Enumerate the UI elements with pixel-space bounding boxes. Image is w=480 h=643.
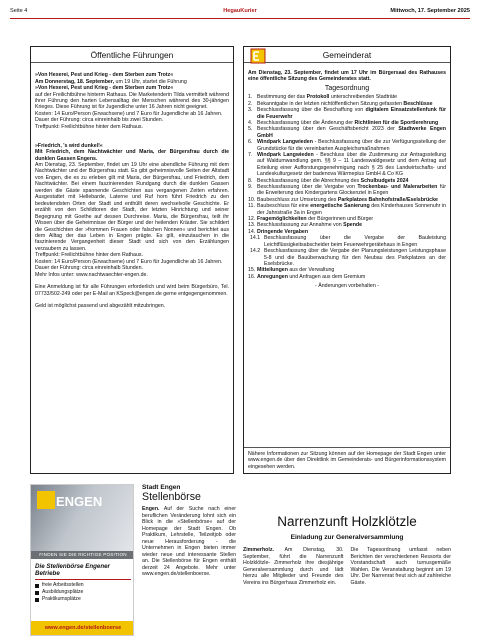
ad-list-item: [35, 589, 131, 596]
ad-logo-text: ENGEN: [56, 494, 103, 509]
article-kicker: Stadt Engen: [142, 484, 181, 491]
agenda-item-number: 8.: [248, 177, 253, 184]
narrenzunft-col2: Die Tagesordnung umfasst neben Berichten der verschiedenen Ressorts der Vorstandschaft auch turnusgemäße Wahlen. Die Veranstaltung beginnt um 19 Uhr. Der Narrenrat freut sich auf zahlreiche Gäste.: [350, 547, 451, 586]
agenda-item: [248, 107, 446, 120]
tour2-meeting: Treffpunkt: Freilichtbühne hinter dem Rathaus.: [35, 252, 143, 259]
tour2-cost: Kosten: 14 Euro/Person (Erwachsene) und 7 Euro für Jugendliche ab 16 Jahren.: [35, 258, 223, 265]
tour1-cost: Kosten: 14 Euro/Person (Erwachsene) und 7 Euro für Jugendliche ab 16 Jahren.: [35, 110, 223, 117]
ad-slogan: FINDEN SIE DIE RICHTIGE POSITION: [31, 551, 134, 559]
tour1-intro: Am Donnerstag, 18. September, um 19 Uhr, startet die Führung: [35, 78, 187, 85]
agenda-item-number: 9.: [248, 184, 253, 191]
money-note: Geld ist möglichst passend und abgezählt mitzubringen.: [35, 303, 166, 310]
ad-heading: Die Stellenbörse Engener Betriebe: [35, 563, 110, 578]
agenda-item-number: 12.: [248, 216, 256, 223]
agenda-item-text: Bestimmung der das Protokoll unterschreibenden Stadträte: [257, 94, 398, 101]
ad-url-link[interactable]: www.engen.de/stellenboerse: [31, 621, 134, 635]
page-header: [10, 4, 470, 18]
agenda-item-number: 10.: [248, 196, 256, 203]
engen-coat-of-arms-icon: [250, 48, 266, 64]
council-footer-box: [244, 447, 450, 473]
article-title: Stellenbörse: [142, 491, 201, 503]
tour1-text: auf der Freilichtbühne hinterm Rathaus. Die Marketenderin Tilda vermittelt während ihrer Führung den harten Lebensalltag der Menschen während des 30-jährigen Krieges. Diese Führung ist für Jugendliche unter 16 Jahren nicht geeignet.: [35, 91, 229, 111]
registration-text: Eine Anmeldung ist für alle Führungen erforderlich und wird beim Bürgerbüro, Tel. 07733/502-249 oder per E-Mail an KSpeck@engen.de gerne entgegengenommen.: [35, 284, 229, 297]
council-intro: Am Dienstag, 23. September, findet um 17 Uhr im Bürgersaal des Rathauses eine öffentliche Sitzung des Gemeinderates statt.: [248, 70, 446, 83]
box-title: Gemeinderat: [244, 47, 450, 63]
bullet-icon: [35, 598, 39, 602]
agenda-item-number: 16.: [248, 273, 256, 280]
agenda-item-text: Baubeschluss zur Umsetzung des Parkplatzes Bahnhofstraße/Eselsbrücke: [257, 196, 438, 203]
agenda-item: [248, 203, 446, 216]
tour2-duration: Dauer der Führung: circa einreinhalb Stunden.: [35, 265, 143, 272]
ad-list-label: freie Arbeitsstellen: [42, 582, 84, 588]
ad-list-item: [35, 596, 131, 603]
council-footer: Nähere Informationen zur Sitzung können auf der Homepage der Stadt Engen unter www.engen.de über den Direktlink im Gemeinderats- und Bürgerinformationssystem eingesehen werden.: [248, 450, 446, 470]
narrenzunft-subtitle: Einladung zur Generalversammlung: [290, 534, 404, 541]
agenda-item-number: 3.: [248, 107, 253, 114]
agenda-item-text: Dringende Vergaben: [257, 228, 309, 235]
agenda-item-number: 14.1: [250, 235, 261, 242]
agenda-item: [248, 235, 446, 248]
agenda-item-number: 2.: [248, 100, 253, 107]
agenda-list: [248, 94, 446, 280]
paper-name: HegauKurier: [223, 8, 257, 14]
job-board-ad[interactable]: [30, 484, 134, 636]
narrenzunft-col1: Zimmerholz. Am Dienstag, 30. September, führt die Narrenzunft Holzklötzle- Zimmerholz ihre diesjährige Generalversammlung durch und lädt hierzu alle Mitglieder und Freunde des Vereins ins Bürgerhaus Zimmerholz ein.: [243, 547, 344, 586]
agenda-item-text: Beschlussfassung über die Beschaffung von digitalem Einsatzstellenfunk für die Feuerwehr: [257, 107, 446, 120]
agenda-item-number: 7.: [248, 152, 253, 159]
agenda-item: [248, 184, 446, 197]
agenda-item-text: Mitteilungen aus der Verwaltung: [257, 267, 335, 274]
narrenzunft-article: [243, 514, 451, 586]
agenda-item: [248, 152, 446, 178]
agenda-item-number: 4.: [248, 119, 253, 126]
agenda-item: [248, 139, 446, 152]
agenda-item-number: 1.: [248, 94, 253, 101]
agenda-item-number: 15.: [248, 267, 256, 274]
council-box: [243, 46, 451, 474]
bullet-icon: [35, 591, 39, 595]
tour1-meeting: Treffpunkt: Freilichtbühne hinter dem Rathaus.: [35, 123, 143, 130]
agenda-item-text: Beschlussfassung zur Annahme von Spende: [257, 222, 363, 229]
agenda-item-text: Bekanntgabe in der letzten nichtöffentlichen Sitzung gefassten Beschlüsse: [257, 100, 433, 107]
agenda-item: [248, 248, 446, 267]
tour1-title-repeat: »Von Hexerei, Pest und Krieg - dem Sterben zum Trotz«: [35, 85, 174, 92]
guided-tours-box: [30, 46, 234, 474]
agenda-item-text: Beschlussfassung über den Geschäftsbericht 2023 der Stadtwerke Engen GmbH: [257, 126, 447, 139]
agenda-item-text: Beschlussfassung über die Vergabe der Bauleistung Leichtflüssigkeitsabscheider beim Feuerwehrgerätehaus in Engen: [264, 235, 446, 248]
tour2-more: Mehr Infos unter: www.nachtwaechter-engen.de.: [35, 271, 148, 278]
tour2-subtitle: Mit Friedrich, dem Nachtwächter und Maria, der Bürgersfrau durch die dunklen Gassen Engens.: [35, 149, 229, 162]
bullet-icon: [35, 584, 39, 588]
agenda-item-number: 6.: [248, 139, 253, 146]
agenda-item-text: Beschlussfassung über die Vergabe von Trockenbau- und Malerarbeiten für die Erweiterung des Kindergartens Glockenziel in Engen: [257, 184, 446, 197]
agenda-item: [248, 126, 446, 139]
box-body: [31, 63, 233, 310]
tour2-text: Am Dienstag, 23. September, findet um 19 Uhr eine abendliche Führung mit dem Nachtwächter und der Bürgersfrau statt. Es gibt geheimnisvolle Seiten der Altstadt von Engen, die es zu erleben gilt mit Maria, der Bürgersfrau, und Friedrich, dem Nachtwächter. Bei einem faszinierenden Rundgang durch die dunklen Gassen werden die Gäste spannende Geschichten aus vergangenen Zeiten erfahren. Ausgestattet mit Hellebarde, Laterne und Ruf horn führt Friedrich zu den bedeutendsten Orten der Stadt und enthüllt deren wechselvolle Geschichte. Er erzählt von den Schildtoren der Stadt, der letzten Hinrichtung und seiner Begegnung mit Goethe auf dessen Durchreise. Maria, die Bürgersfrau, teilt ihr Wissen über die Geheimnisse der Bürger und der heilenden Kräuter. Sie schildert die Geschichten der »frommen Frauen oder falschen Nonnen« und berichtet aus dem Alltag der das Leben in Engen prägte. Es gilt, einzutauchen in die faszinierende Vergangenheit dieser Stadt und sich von den Erzählungen verzaubern zu lassen.: [35, 162, 229, 252]
tour1-duration: Dauer der Führung: circa einreinhalb bis zwei Stunden.: [35, 117, 164, 124]
agenda-item-number: 5.: [248, 126, 253, 133]
ad-list-item: [35, 582, 131, 589]
ad-list: [35, 582, 131, 603]
agenda-item-text: Windpark Langwieden - Beschlussfassung über die zur Verfügungsstellung der Grundstücke für die vereinbarten Ausgleichsmaßnahmen: [257, 139, 446, 152]
ad-list-label: Ausbildungsplätze: [42, 589, 84, 595]
agenda-item-text: Baubeschluss für eine energetische Sanierung des Kinderhauses Sonnenuhr in der Jahnstraße 3a in Engen: [257, 203, 446, 216]
agenda-item-text: Beschlussfassung über die Abrechnung des Schulbudgets 2024: [257, 177, 409, 184]
tour1-title: »Von Hexerei, Pest und Krieg - dem Sterben zum Trotz«: [35, 72, 174, 79]
narrenzunft-columns: [243, 547, 451, 586]
article-text: Engen. Auf der Suche nach einer beruflichen Veränderung lohnt sich ein Blick in die »Stellenbörse« auf der Homepage der Stadt Engen. Ob Praktikum, Lehrstelle, Teilzeitjob oder neue Herausforderung - die Unternehmen in Engen bieten immer wieder neue und interessante Stellen an. Die Stellenbörse für Engen enthält derzeit 24 Angebote. Mehr unter www.engen.de/stellenboerse.: [142, 506, 237, 577]
agenda-title: Tagesordnung: [324, 84, 370, 92]
ad-list-label: Praktikumsplätze: [42, 596, 81, 602]
changes-reserved: - Änderungen vorbehalten -: [315, 283, 379, 290]
engen-logo-icon: [35, 489, 105, 513]
agenda-item-text: Anregungen und Anfragen aus dem Gremium: [257, 273, 366, 280]
tour2-title: »Friedrich, 's wird dunkel!«: [35, 142, 103, 149]
ad-rule: [35, 579, 131, 580]
agenda-item-number: 11.: [248, 203, 255, 210]
page-number: Seite 4: [10, 8, 28, 14]
agenda-item: [248, 274, 446, 280]
agenda-item-number: 14.: [248, 228, 256, 235]
agenda-item-number: 14.2: [250, 248, 261, 255]
agenda-item-text: Beschlussfassung über die Änderung der Richtlinien für die Sportlerehrung: [257, 119, 439, 126]
agenda-item-text: Windpark Langwieden - Beschluss über die Zustimmung zur Antragsstellung auf Waldumwandlung gem. §§ 9 – 11 Landeswaldgesetz und dem Antrag auf Erteilung einer Aufforstungsgenehmigung nach § 25 des Landwirtschafts- und Landeskulturgesetz der badenova Wärmeplus GmbH & Co KG: [257, 152, 446, 178]
header-rule: [10, 18, 470, 19]
narrenzunft-title: Narrenzunft Holzklötzle: [277, 514, 417, 529]
issue-date: Mittwoch, 17. September 2025: [390, 8, 470, 14]
agenda-item-number: 13.: [248, 222, 256, 229]
agenda-item-text: Beschlussfassung über die Vergabe der Planungsleistungen Leistungsphase 5-8 und die Bauüberwachung für den Neubau des Parkplatzes an der Eselsbrücke.: [264, 248, 446, 267]
box-title: Öffentliche Führungen: [31, 47, 233, 63]
box-body: [244, 63, 450, 290]
job-board-article: [142, 484, 236, 578]
agenda-item-text: Fragemöglichkeiten der Bürgerinnen und Bürger: [257, 216, 374, 223]
